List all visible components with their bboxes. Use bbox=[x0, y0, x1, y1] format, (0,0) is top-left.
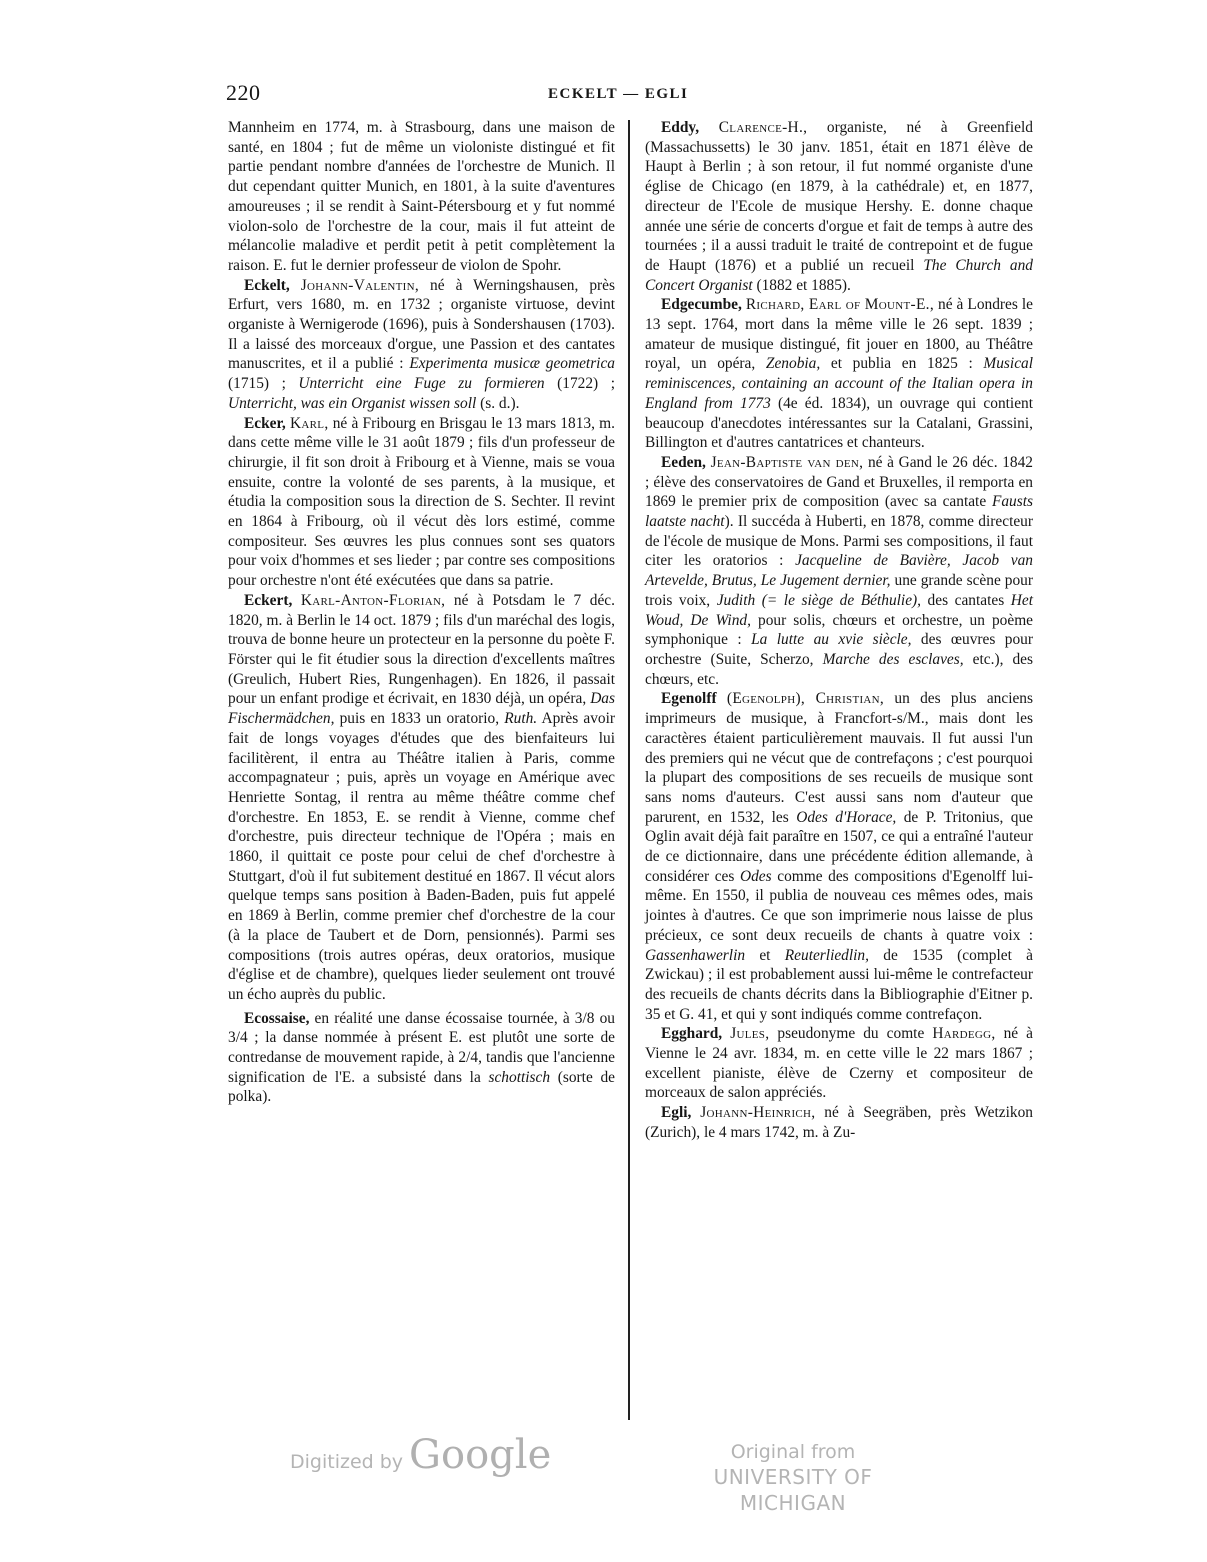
entry-ecker bbox=[228, 414, 615, 591]
entry-continuation: Mannheim en 1774, m. à Strasbourg, dans une maison de santé, en 1804 ; fut de même un violoniste distingué et fit partie pendant nombre d'années de l'orchestre de Munich. Il dut cependant quitter Munich, en 1801, à la suite d'aventures amoureuses ; il se rendit à Saint-Pétersbourg et y fut nommé violon-solo de l'orchestre de la cour, mais il fut atteint de mélancolie maladive et perdit petit à petit complètement la raison. E. fut le dernier professeur de violon de Spohr. bbox=[228, 119, 615, 274]
headword: Ecossaise, bbox=[244, 1009, 310, 1027]
entry-text: puis en 1833 un oratorio, bbox=[334, 710, 505, 728]
right-column bbox=[645, 118, 1033, 1143]
work-title: Experimenta musicæ geometrica bbox=[409, 355, 615, 373]
entry-text: pour solis, chœurs et orchestre, un poème symphonique : bbox=[645, 611, 1033, 649]
work-title: Judith (= le siège de Béthulie), bbox=[716, 591, 921, 609]
work-title: La lutte au xvie siècle, bbox=[751, 631, 912, 649]
entry-name: (Egenolph), Christian, bbox=[726, 690, 885, 708]
digitized-by-label: Digitized by bbox=[290, 1451, 404, 1473]
column-divider bbox=[628, 120, 630, 1420]
work-title: Gassenhawerlin bbox=[645, 946, 746, 964]
entry-name: Karl-Anton-Florian, bbox=[300, 591, 446, 609]
entry-text: né à Vienne le 24 avr. 1834, m. en cette ville le 22 mars 1867 ; excellent pianiste, élève de Czerny et compositeur de morceaux de salon appréciés. bbox=[645, 1025, 1033, 1102]
entry-name: Clarence-H., bbox=[718, 119, 808, 136]
entry-text: de P. Tritonius, que Oglin avait déjà fait paraître en 1507, ce qui a entraîné l'auteur de ce dictionnaire, dans une précédente édition allemande, à considérer ces bbox=[645, 808, 1034, 885]
entry-eckert bbox=[228, 591, 615, 1005]
entry-name: Johann-Heinrich, bbox=[700, 1104, 816, 1122]
entry-text: et bbox=[745, 946, 785, 964]
original-from-label: Original from bbox=[730, 1441, 856, 1463]
entry-eckelt bbox=[228, 276, 615, 414]
entry-text: (1882 et 1885). bbox=[752, 276, 851, 294]
work-title: Zenobia, bbox=[765, 355, 821, 373]
entry-name: Karl, bbox=[290, 414, 329, 432]
headword: Egli, bbox=[661, 1104, 692, 1122]
entry-name: Jules, bbox=[730, 1025, 770, 1043]
entry-text: (4e éd. 1834), un ouvrage qui contient beaucoup d'anecdotes intéressantes sur la Catalani, Grassini, Billington et d'autres cantatrices et chanteurs. bbox=[645, 394, 1033, 452]
work-title: Het Woud, De Wind, bbox=[645, 591, 1033, 629]
headword: Egghard, bbox=[661, 1025, 723, 1043]
page-number: 220 bbox=[226, 80, 261, 105]
work-title: Ruth. bbox=[504, 710, 538, 728]
work-title: Unterricht eine Fuge zu formieren bbox=[298, 375, 545, 393]
entry-text: de 1535 (complet à Zwickau) ; il est probablement aussi lui-même le contrefacteur des recueils de chants décrits dans la Bibliographie d'Eitner p. 35 et G. 41, et qui y sont indiqués comme contrefaçon. bbox=[645, 946, 1034, 1023]
work-title: Unterricht, was ein Organist wissen soll bbox=[228, 394, 477, 412]
entry-text: une grande scène pour trois voix, bbox=[645, 572, 1033, 609]
headword: Eddy, bbox=[661, 119, 700, 136]
entry-text: ). Il succéda à Huberti, en 1878, comme directeur de l'école de musique de Mons. Parmi ses compositions, il faut citer les oratorios : bbox=[645, 513, 1033, 570]
entry-text: (1722) ; bbox=[544, 375, 615, 393]
university-label: UNIVERSITY OF MICHIGAN bbox=[713, 1465, 873, 1515]
entry-text: (1715) ; bbox=[228, 375, 299, 393]
entry-text: organiste, né à Greenfield (Massachussetts) le 30 janv. 1851, était en 1871 élève de Haupt à Berlin ; à son retour, il fut nommé organiste d'une église de Chicago (en 1879, à la cathédrale) et, en 1877, directeur de l'Ecole de musique Hershy. E. donne chaque année une série de concerts d'orgue et fait de temps à autre des tournées ; il a aussi traduit le traité de contrepoint et de fugue de Haupt (1876) et a publié un recueil bbox=[645, 119, 1033, 274]
original-from-watermark bbox=[668, 1440, 918, 1516]
entry-text: (s. d.). bbox=[476, 394, 520, 412]
entry-name: Richard, Earl of Mount-E., bbox=[745, 296, 934, 314]
entry-text: comme des compositions d'Egenolff lui-même. En 1550, il publia de nouveau ces mêmes odes, mais jointes à d'autres. Ce que son imprimerie nous laisse de plus précieux, ce sont deux recueils de chants à quatre voix : bbox=[645, 867, 1033, 944]
work-title: Fausts laatste nacht bbox=[645, 493, 1033, 531]
work-title: Odes d'Horace, bbox=[796, 808, 897, 826]
entry-text: en réalité une danse écossaise tournée, à 3/8 ou 3/4 ; la danse nommée à présent E. est plutôt une sorte de contredanse de mouvement rapide, à 2/4, tandis que l'ancienne signification de l'E. a subsisté dans la bbox=[228, 1009, 615, 1086]
entry-text: né à Gand le 26 déc. 1842 ; élève des conservatoires de Gand et Bruxelles, il remporta en 1869 le premier prix de composition (avec sa cantate bbox=[645, 453, 1033, 511]
entry-text: né à Potsdam le 7 déc. 1820, m. à Berlin le 14 oct. 1879 ; fils d'un maréchal des logis, trouva de bonne heure un protecteur en la personne du poète F. Förster qui le fit étudier sous la direction d'excellents maîtres (Greulich, Hubert Ries, Rungenhagen). En 1826, il passait pour un enfant prodige et écrivait, en 1830 déjà, un opéra, bbox=[228, 591, 615, 708]
entry-text: pseudonyme du comte bbox=[769, 1025, 933, 1043]
entry-eddy bbox=[645, 118, 1033, 295]
entry-text: un des plus anciens imprimeurs de musique, à Francfort-s/M., mais dont les caractères étaient particulièrement mauvais. Il fut aussi l'un des premiers qui ne vécut que de contrefaçons ; c'est pourquoi la plupart des compositions de ses recueils de musique sont sans noms d'auteurs. C'est aussi sans nom d'auteur que parurent, en 1532, les bbox=[645, 690, 1033, 826]
work-title: Musical reminiscences, containing an account of the Italian opera in England from 1773 bbox=[645, 355, 1033, 412]
work-title: Reuterliedlin, bbox=[784, 946, 869, 964]
running-head: ECKELT — EGLI bbox=[548, 86, 689, 102]
headword: Eeden, bbox=[661, 453, 706, 471]
entry-text: des cantates bbox=[921, 591, 1011, 609]
entry-ecossaise bbox=[228, 1009, 615, 1108]
work-title: schottisch bbox=[488, 1068, 551, 1086]
entry-text: né à Seegräben, près Wetzikon (Zurich), le 4 mars 1742, m. à Zu- bbox=[645, 1104, 1033, 1141]
entry-text: et publia en 1825 : bbox=[820, 355, 984, 373]
work-title: The Church and Concert Organist bbox=[645, 256, 1033, 294]
entry-name: Jean-Baptiste van den, bbox=[710, 453, 864, 471]
entry-text: Après avoir fait de longs voyages d'études que des bienfaiteurs lui facilitèrent, il entra au Théâtre italien à Paris, comme accompagnateur ; puis, après un voyage en Amérique avec Henriette Sontag, il rentra au même théâtre comme chef d'orchestre. En 1853, E. se rendit à Vienne, comme chef d'orchestre, puis directeur technique de l'Opéra ; mais en 1860, il quittait ce poste pour celui de chef d'orchestre à Stuttgart, d'où il fut subitement destitué en 1867. Il vécut alors quelque temps sans position à Baden-Baden, puis fut appelé en 1869 à Berlin, comme premier chef d'orchestre de la cour (à la place de Taubert et de Dorn, pensionnés). Parmi ses compositions (trois autres opéras, deux oratorios, musique d'église et de chambre), quelques lieder seulement ont trouvé un écho auprès du public. bbox=[228, 710, 615, 1003]
google-logo: Google bbox=[409, 1432, 552, 1478]
entry-text: etc.), des chœurs, etc. bbox=[645, 650, 1033, 688]
entry-eeden bbox=[645, 453, 1033, 689]
digitized-by-watermark bbox=[290, 1432, 551, 1478]
entry-text: (sorte de polka). bbox=[228, 1068, 615, 1106]
entry-text: né à Werningshausen, près Erfurt, vers 1680, m. en 1732 ; organiste virtuose, devint organiste à Wernigerode (1696), puis à Sondershausen (1703). Il a laissé des morceaux d'orgue, une Passion et des cantates manuscrites, et il a publié : bbox=[228, 276, 615, 373]
entry-egghard bbox=[645, 1024, 1033, 1103]
entry-text: né à Fribourg en Brisgau le 13 mars 1813, m. dans cette même ville le 31 août 1879 ; fils d'un professeur de chirurgie, il fit son droit à Fribourg et à Vienne, mais se voua ensuite, contre la volonté de ses parents, à la musique, et étudia la composition sous la direction de S. Sechter. Il revint en 1864 à Fribourg, où il vécut dès lors estimé, comme compositeur. Ses œuvres les plus connues sont ses quators pour voix d'hommes et ses lieder ; par contre ses compositions pour orchestre n'ont été exécutées que dans sa patrie. bbox=[228, 414, 615, 590]
work-title: Jacqueline de Bavière, Jacob van Artevelde, Brutus, Le Jugement dernier, bbox=[645, 552, 1033, 590]
headword: Egenolff bbox=[661, 690, 717, 708]
work-title: Marche des esclaves, bbox=[822, 650, 964, 668]
entry-edgecumbe bbox=[645, 295, 1033, 453]
headword: Eckelt, bbox=[244, 276, 290, 294]
entry-text: né à Londres le 13 sept. 1764, mort dans la même ville le 26 sept. 1839 ; amateur de musique distingué, fit jouer en 1800, au Théâtre royal, un opéra, bbox=[645, 296, 1033, 373]
entry-name: Hardegg, bbox=[932, 1025, 996, 1043]
entry-egenolff bbox=[645, 689, 1033, 1024]
headword: Eckert, bbox=[244, 591, 293, 609]
left-column bbox=[228, 118, 615, 1107]
work-title: Das Fischermädchen, bbox=[228, 690, 615, 728]
entry-text: des œuvres pour orchestre (Suite, Scherzo, bbox=[645, 631, 1033, 668]
headword: Edgecumbe, bbox=[661, 296, 742, 314]
entry-name: Johann-Valentin, bbox=[300, 276, 420, 294]
headword: Ecker, bbox=[244, 414, 286, 432]
work-title: Odes bbox=[739, 867, 772, 885]
entry-egli bbox=[645, 1103, 1033, 1142]
